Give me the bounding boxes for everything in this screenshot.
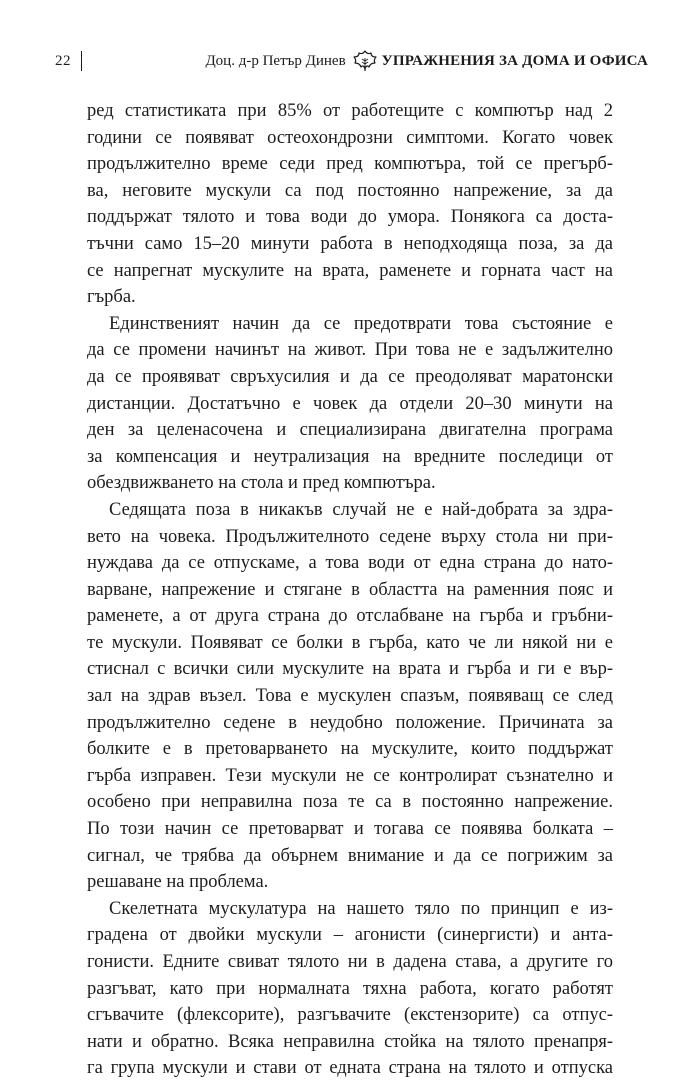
text-line: продължително седене в неудобно положение. Причината за bbox=[87, 712, 613, 733]
running-header bbox=[55, 48, 648, 74]
text-line: се напрегнат мускулите на врата, раменете и горната част на bbox=[87, 260, 613, 281]
body-text bbox=[87, 98, 613, 1082]
text-line: ред статистиката при 85% от работещите с компютър над 2 bbox=[87, 101, 613, 121]
text-line: те мускули. Появяват се болки в гърба, като че ли някой ни е bbox=[87, 632, 613, 653]
text-line: решаване на проблема. bbox=[87, 872, 269, 893]
text-line: гърба изправен. Тези мускули не се контролират съзнателно и bbox=[87, 765, 613, 786]
text-line: нати и обратно. Всяка неправилна стойка на тялото пренапря- bbox=[87, 1031, 613, 1052]
text-line: Единственият начин да се предотврати това състояние е bbox=[109, 313, 613, 334]
text-line: особено при неправилна поза те са в постоянно напрежение. bbox=[87, 792, 613, 813]
text-line: години се появяват остеохондрозни симптоми. Когато човек bbox=[87, 127, 613, 148]
text-line: Скелетната мускулатура на нашето тяло по принцип е из- bbox=[109, 898, 613, 919]
text-line: нуждава да се отпускаме, а това води от една страна до нато- bbox=[87, 553, 613, 574]
text-line: градена от двойки мускули – агонисти (синергисти) и анта- bbox=[87, 925, 613, 946]
text-line: гърба. bbox=[87, 287, 136, 308]
text-line: обездвижването на стола и пред компютъра. bbox=[87, 473, 436, 494]
page-number: 22 bbox=[55, 52, 71, 69]
text-line: разгъват, като при нормалната тяхна работа, когато работят bbox=[87, 978, 613, 999]
text-line: тъчни само 15–20 минути работа в неподходяща поза, за да bbox=[87, 233, 613, 254]
text-line: По този начин се претоварват и тогава се появява болката – bbox=[87, 819, 613, 840]
text-line: да се проявяват свръхусилия и да се преодоляват маратонски bbox=[87, 366, 613, 387]
text-line: гонисти. Едните свиват тялото ни в дадена става, а другите го bbox=[87, 952, 613, 972]
header-divider bbox=[81, 51, 82, 71]
text-line: варване, напрежение и стягане в областта на раменния пояс и bbox=[87, 579, 613, 600]
book-title: УПРАЖНЕНИЯ ЗА ДОМА И ОФИСА bbox=[381, 52, 648, 69]
text-line: да се промени начинът на живот. При това не е задължително bbox=[87, 340, 613, 361]
text-line: вето на човека. Продължителното седене върху стола ни при- bbox=[87, 526, 613, 547]
text-line: болките е в претоварването на мускулите, които поддържат bbox=[87, 739, 613, 760]
text-line: Седящата поза в никакъв случай не е най-добрата за здра- bbox=[109, 499, 613, 520]
text-line: дистанции. Достатъчно е човек да отдели 20–30 минути на bbox=[87, 393, 613, 414]
author-name: Доц. д-р Петър Динев bbox=[205, 52, 346, 69]
text-line: продължително време седи пред компютъра, той се прегърб- bbox=[87, 154, 613, 175]
text-line: стиснал с всички сили мускулите на врата и гърба и ги е вър- bbox=[87, 659, 613, 680]
text-line: за компенсация и неутрализация на вредните последици от bbox=[87, 446, 613, 467]
text-line: поддържат тялото и това води до умора. Понякога са достa- bbox=[87, 207, 613, 228]
text-line: ден за целенасочена и специализирана двигателна програма bbox=[87, 420, 613, 441]
text-line: сгъвачите (флексорите), разгъвачите (екстензорите) са отпус- bbox=[87, 1005, 613, 1026]
text-line: сигнал, че трябва да обърнем внимание и да се погрижим за bbox=[87, 845, 613, 866]
text-line: га група мускули и стави от едната страна на тялото и отпуска bbox=[87, 1058, 613, 1079]
text-line: ва, неговите мускули са под постоянно напрежение, за да bbox=[87, 180, 613, 201]
leaf-icon bbox=[352, 50, 378, 72]
text-line: зал на здрав възел. Това е мускулен спазъм, появяващ се след bbox=[87, 686, 613, 707]
text-line: раменете, а от друга страна до отслабване на гърба и гръбни- bbox=[87, 606, 613, 627]
